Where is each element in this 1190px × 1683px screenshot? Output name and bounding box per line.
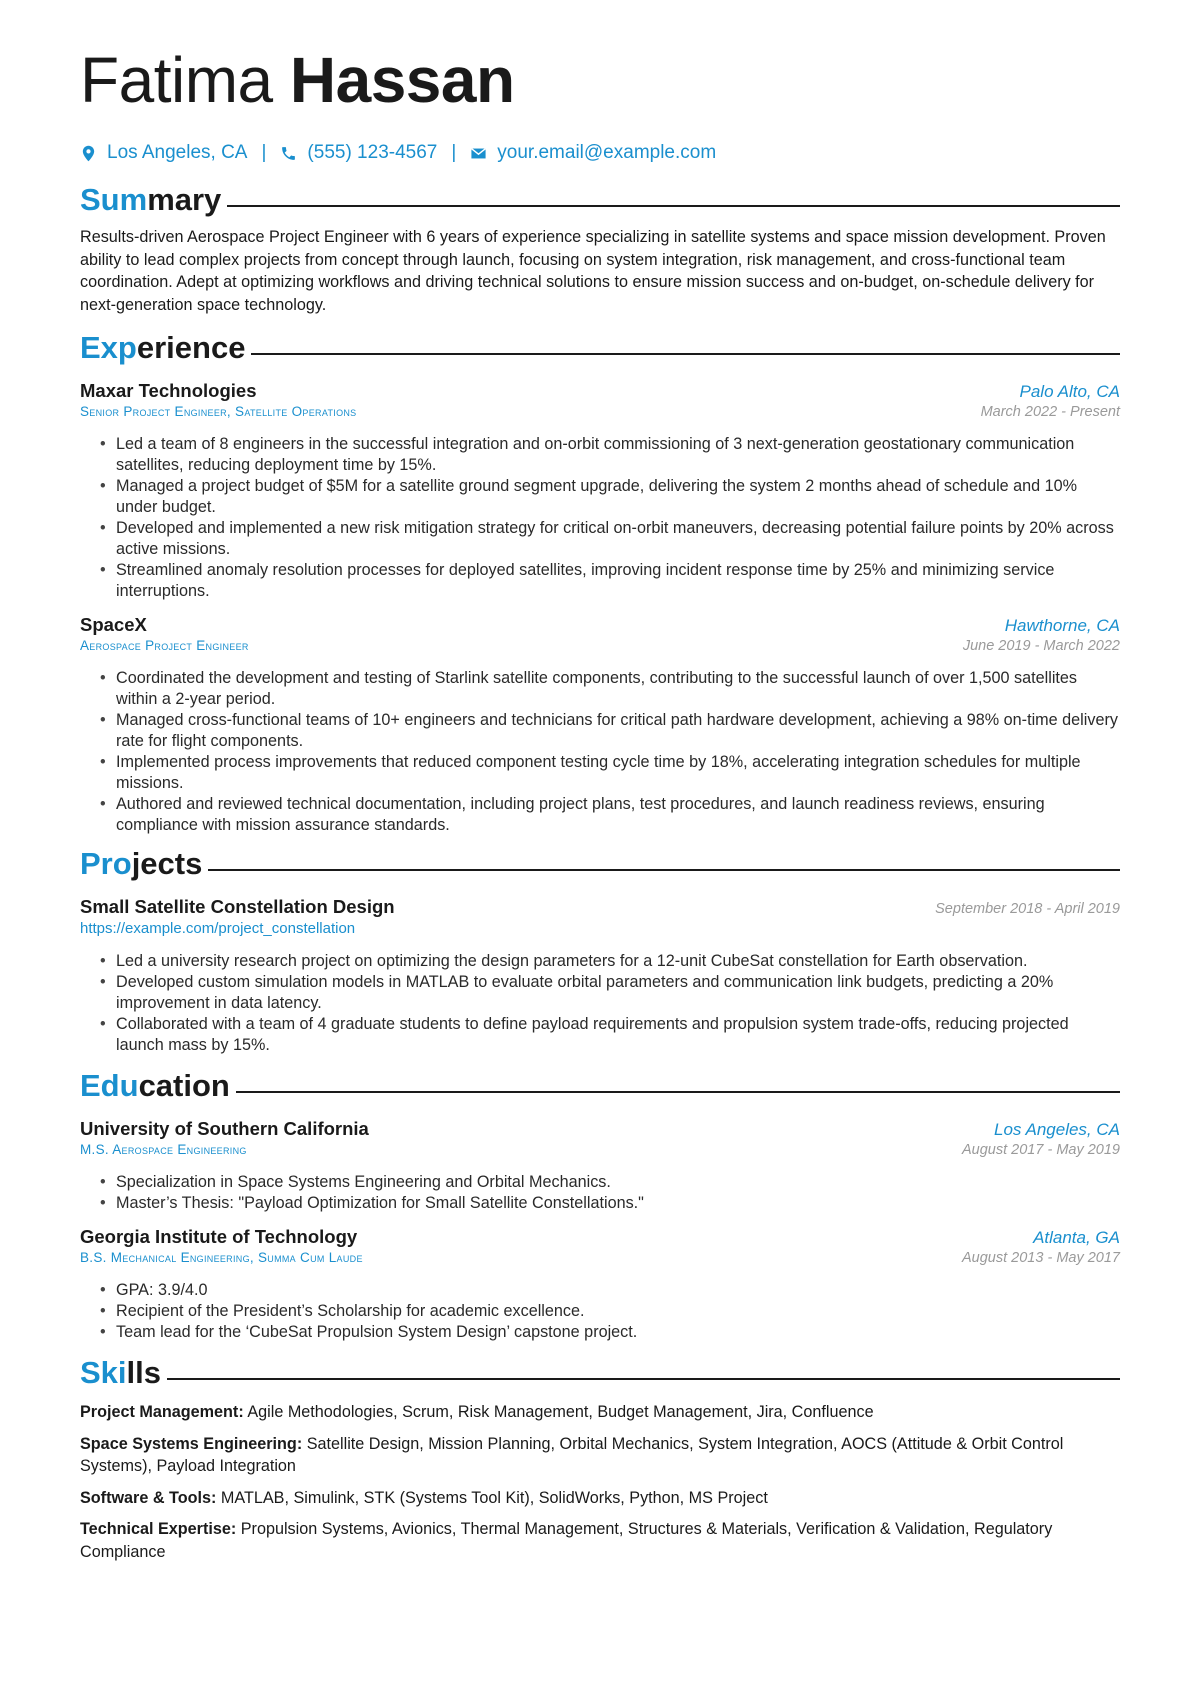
- project-name: Small Satellite Constellation Design: [80, 896, 395, 917]
- skill-value: MATLAB, Simulink, STK (Systems Tool Kit), SolidWorks, Python, MS Project: [220, 1488, 768, 1507]
- phone-icon: [280, 145, 297, 162]
- bullet-item: • Managed cross-functional teams of 10+ engineers and technicians for critical path hardware development, achieving a 98% on-time delivery rate for flight components.: [100, 710, 1120, 752]
- degree: M.S. Aerospace Engineering: [80, 1142, 247, 1157]
- section-title: [80, 178, 221, 222]
- skill-label: Project Management:: [80, 1403, 244, 1421]
- contact-location: [80, 142, 247, 164]
- section-rule: [236, 1091, 1120, 1093]
- employer-name: SpaceX: [80, 614, 147, 635]
- experience-entry: [80, 614, 1120, 836]
- section-title: [80, 1351, 161, 1395]
- job-title: Aerospace Project Engineer: [80, 638, 249, 653]
- skill-row: [80, 1401, 1120, 1424]
- bullet-item: • Streamlined anomaly resolution processes for deployed satellites, improving incident response time by 25% and minimizing service interruptions.: [100, 560, 1120, 602]
- section-rule: [167, 1378, 1120, 1380]
- skills-list: [80, 1401, 1120, 1563]
- bullet-item: • Collaborated with a team of 4 graduate students to define payload requirements and propulsion system trade-offs, reducing projected launch mass by 15%.: [100, 1014, 1120, 1056]
- bullet-list: [80, 1280, 1120, 1343]
- education-dates: August 2017 - May 2019: [962, 1142, 1120, 1158]
- skill-value: Propulsion Systems, Avionics, Thermal Management, Structures & Materials, Verification & Validation, Regulatory Compliance: [80, 1520, 1053, 1561]
- bullet-item: • Led a team of 8 engineers in the successful integration and on-orbit commissioning of 3 next-generation geostationary communication satellites, reducing deployment time by 15%.: [100, 434, 1120, 476]
- title-rest: mary: [147, 182, 222, 217]
- first-name: Fatima: [80, 44, 273, 116]
- skill-value: Satellite Design, Mission Planning, Orbital Mechanics, System Integration, AOCS (Attitude & Orbit Control Systems), Payload Integration: [80, 1434, 1064, 1475]
- bullet-item: • Coordinated the development and testing of Starlink satellite components, contributing to the successful launch of over 1,500 satellites within a 2-year period.: [100, 668, 1120, 710]
- summary-heading: [80, 178, 1120, 222]
- employer-location: Palo Alto, CA: [1019, 382, 1120, 401]
- bullet-item: • Authored and reviewed technical documentation, including project plans, test procedures, and launch readiness reviews, ensuring compliance with mission assurance standards.: [100, 794, 1120, 836]
- bullet-item: • Recipient of the President’s Scholarship for academic excellence.: [100, 1301, 1120, 1322]
- bullet-item: • Implemented process improvements that reduced component testing cycle time by 18%, accelerating integration schedules for multiple missions.: [100, 752, 1120, 794]
- title-accent: Sum: [80, 182, 148, 217]
- section-rule: [208, 869, 1120, 871]
- skill-row: [80, 1487, 1120, 1510]
- projects-heading: [80, 842, 1120, 886]
- skill-row: [80, 1518, 1120, 1563]
- title-rest: cation: [138, 1068, 230, 1103]
- experience-heading: [80, 326, 1120, 370]
- phone-text: (555) 123-4567: [307, 142, 438, 163]
- title-accent: Ski: [80, 1355, 127, 1390]
- skill-row: [80, 1433, 1120, 1478]
- contact-line: [80, 142, 1120, 164]
- bullet-item: • Specialization in Space Systems Engineering and Orbital Mechanics.: [100, 1172, 1120, 1193]
- envelope-icon: [470, 145, 487, 162]
- title-accent: Pro: [80, 846, 132, 881]
- education-entry: [80, 1118, 1120, 1214]
- employer-location: Hawthorne, CA: [1004, 616, 1120, 635]
- contact-phone[interactable]: [280, 142, 437, 164]
- bullet-item: • Master’s Thesis: "Payload Optimization for Small Satellite Constellations.": [100, 1193, 1120, 1214]
- skill-label: Technical Expertise:: [80, 1520, 237, 1538]
- contact-separator: |: [261, 142, 267, 163]
- section-title: [80, 326, 245, 370]
- job-dates: June 2019 - March 2022: [962, 638, 1120, 654]
- bullet-item: • Team lead for the ‘CubeSat Propulsion System Design’ capstone project.: [100, 1322, 1120, 1343]
- skill-value: Agile Methodologies, Scrum, Risk Management, Budget Management, Jira, Confluence: [247, 1403, 874, 1421]
- map-marker-icon: [80, 145, 97, 162]
- bullet-list: [80, 668, 1120, 836]
- school-name: Georgia Institute of Technology: [80, 1226, 358, 1247]
- education-entry: [80, 1226, 1120, 1343]
- school-location: Los Angeles, CA: [994, 1120, 1120, 1139]
- bullet-item: • Developed and implemented a new risk mitigation strategy for critical on-orbit maneuvers, decreasing potential failure points by 20% across active missions.: [100, 518, 1120, 560]
- location-text: Los Angeles, CA: [107, 142, 248, 163]
- bullet-item: • GPA: 3.9/4.0: [100, 1280, 1120, 1301]
- title-accent: Edu: [80, 1068, 139, 1103]
- candidate-name: [80, 40, 1120, 120]
- education-heading: [80, 1064, 1120, 1108]
- bullet-list: [80, 951, 1120, 1056]
- last-name: Hassan: [289, 44, 515, 116]
- contact-email[interactable]: [470, 142, 716, 164]
- title-rest: lls: [126, 1355, 161, 1390]
- bullet-item: • Developed custom simulation models in MATLAB to evaluate orbital parameters and communication link budgets, predicting a 20% improvement in data latency.: [100, 972, 1120, 1014]
- school-name: University of Southern California: [80, 1118, 369, 1139]
- job-title: Senior Project Engineer, Satellite Operations: [80, 404, 357, 419]
- job-dates: March 2022 - Present: [980, 404, 1120, 420]
- section-title: [80, 1064, 230, 1108]
- skill-label: Space Systems Engineering:: [80, 1434, 303, 1453]
- section-rule: [227, 205, 1120, 207]
- experience-entry: [80, 380, 1120, 602]
- title-rest: jects: [131, 846, 203, 881]
- bullet-list: [80, 434, 1120, 602]
- degree: B.S. Mechanical Engineering, Summa Cum Laude: [80, 1250, 363, 1265]
- title-rest: erience: [136, 330, 246, 365]
- resume-page: [80, 40, 1120, 1572]
- section-title: [80, 842, 202, 886]
- school-location: Atlanta, GA: [1033, 1228, 1120, 1247]
- project-link[interactable]: https://example.com/project_constellation: [80, 920, 356, 937]
- summary-text: Results-driven Aerospace Project Engineer with 6 years of experience specializing in satellite systems and space mission development. Proven ability to lead complex projects from concept through launch, focusing on system integration, risk management, and cross-functional team coordination. Adept at optimizing workflows and driving technical solutions to ensure mission success and on-budget, on-schedule delivery for next-generation space technology.: [80, 228, 1106, 314]
- email-text: your.email@example.com: [497, 142, 717, 163]
- section-rule: [251, 353, 1120, 355]
- skills-heading: [80, 1351, 1120, 1395]
- title-accent: Exp: [80, 330, 137, 365]
- bullet-item: • Led a university research project on optimizing the design parameters for a 12-unit CubeSat constellation for Earth observation.: [100, 951, 1120, 972]
- skill-label: Software & Tools:: [80, 1488, 217, 1507]
- contact-separator: |: [451, 142, 457, 163]
- employer-name: Maxar Technologies: [80, 380, 257, 401]
- education-dates: August 2013 - May 2017: [962, 1250, 1120, 1266]
- project-dates: September 2018 - April 2019: [935, 901, 1120, 917]
- project-entry: [80, 896, 1120, 1056]
- bullet-list: [80, 1172, 1120, 1214]
- bullet-item: • Managed a project budget of $5M for a satellite ground segment upgrade, delivering the system 2 months ahead of schedule and 10% under budget.: [100, 476, 1120, 518]
